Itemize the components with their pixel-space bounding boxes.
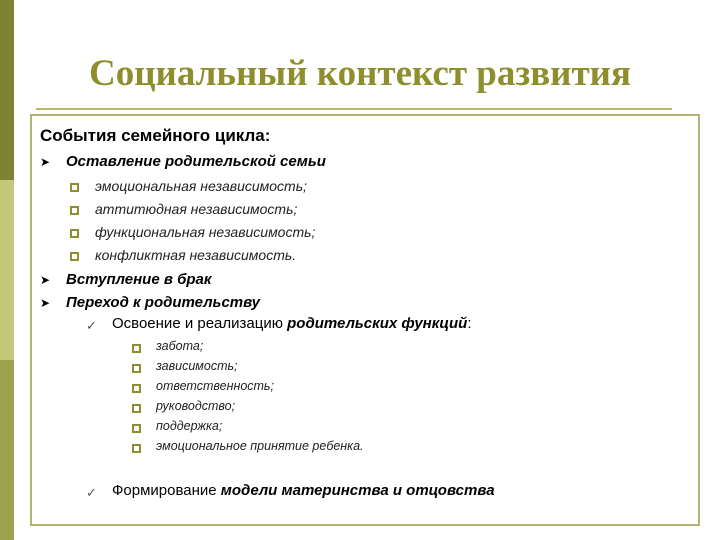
sub-item: руководство; [156, 399, 236, 413]
sub-item: эмоциональное принятие ребенка. [156, 439, 364, 453]
arrow-bullet-icon: ➤ [40, 155, 51, 169]
check-item-models: Формирование модели материнства и отцовства [112, 482, 495, 499]
square-bullet-icon [132, 344, 141, 353]
checkmark-icon: ✓ [86, 485, 97, 500]
side-bar-middle [0, 180, 14, 360]
list-item-leaving-family: Оставление родительской семьи [66, 153, 326, 170]
slide-title: Социальный контекст развития [88, 53, 632, 94]
sub-item: функциональная независимость; [95, 224, 316, 240]
check-item-functions: Освоение и реализацию родительских функций: [112, 315, 472, 332]
square-bullet-icon [132, 404, 141, 413]
sub-item: конфликтная независимость. [95, 247, 297, 263]
title-divider [36, 108, 672, 110]
arrow-bullet-icon: ➤ [40, 273, 51, 287]
sub-item: забота; [156, 339, 204, 353]
sub-item: зависимость; [156, 359, 238, 373]
sub-item: ответственность; [156, 379, 274, 393]
list-item-parenthood: Переход к родительству [66, 294, 260, 311]
square-bullet-icon [132, 364, 141, 373]
checkmark-icon: ✓ [86, 318, 97, 333]
sub-item: эмоциональная независимость; [95, 178, 307, 194]
box-heading: События семейного цикла: [40, 126, 271, 145]
side-bar-bottom [0, 360, 14, 540]
sub-item: аттитюдная независимость; [95, 201, 298, 217]
arrow-bullet-icon: ➤ [40, 296, 51, 310]
content-box [30, 114, 700, 526]
square-bullet-icon [70, 229, 79, 238]
square-bullet-icon [70, 183, 79, 192]
square-bullet-icon [70, 252, 79, 261]
square-bullet-icon [132, 424, 141, 433]
square-bullet-icon [132, 444, 141, 453]
side-bar-top [0, 0, 14, 180]
square-bullet-icon [132, 384, 141, 393]
list-item-marriage: Вступление в брак [66, 271, 212, 288]
sub-item: поддержка; [156, 419, 223, 433]
square-bullet-icon [70, 206, 79, 215]
